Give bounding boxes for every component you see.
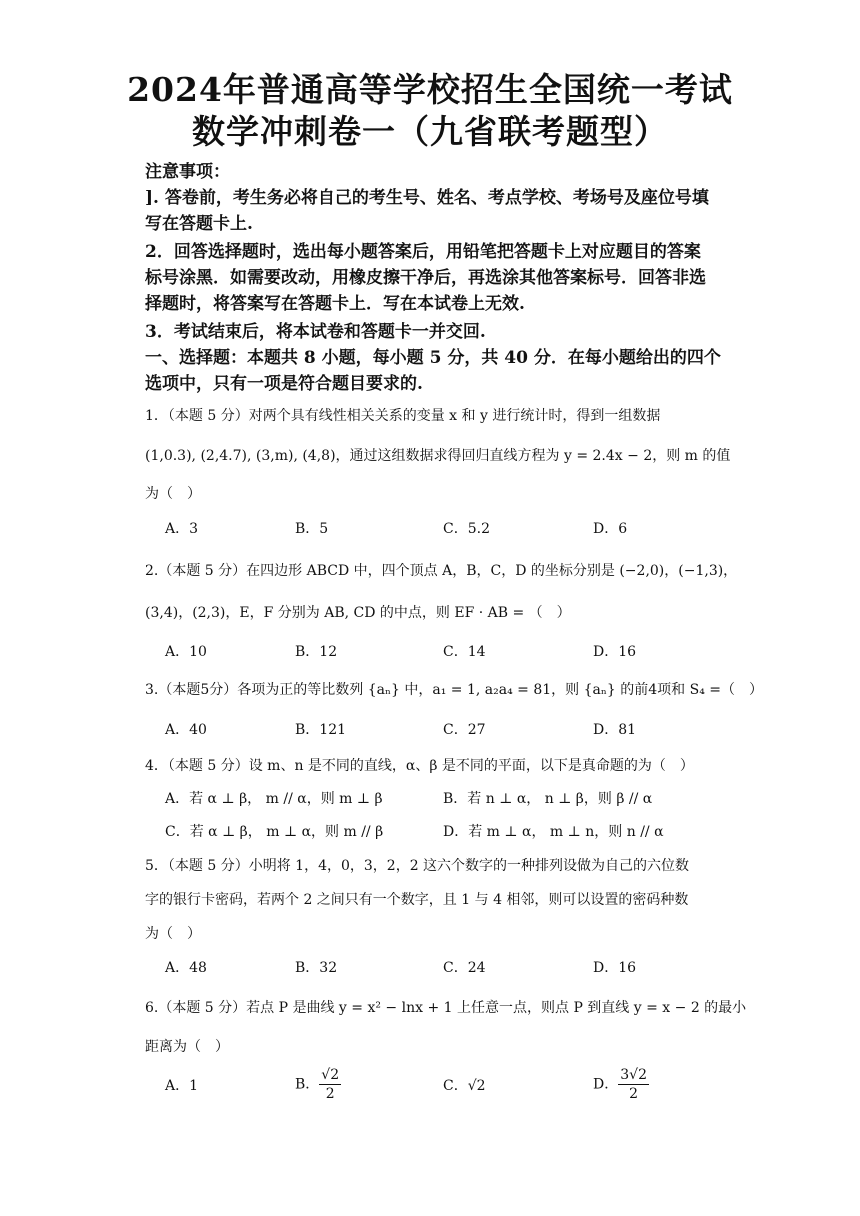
option-c[interactable]: C．24 (443, 960, 486, 976)
option-d[interactable]: D．16 (593, 644, 637, 660)
option-b[interactable]: B．12 (295, 644, 338, 660)
fraction-numerator: 3√2 (620, 1067, 647, 1083)
option-a[interactable]: A．10 (165, 644, 207, 660)
question-1-line-2: (1,0.3), (2,4.7), (3,m), (4,8)，通过这组数据求得回归直线方程为 y = 2.4x − 2，则 m 的值 (145, 448, 731, 464)
option-d-label: D． (593, 1076, 619, 1093)
fraction (319, 1066, 341, 1103)
notice-item-2: 2．回答选择题时，选出每小题答案后，用铅笔把答题卡上对应题目的答案 (145, 242, 701, 262)
option-d[interactable]: D．16 (593, 960, 637, 976)
question-6-line-2: 距离为（ ） (145, 1039, 229, 1055)
notice-item-1: ]. 答卷前，考生务必将自己的考生号、姓名、考点学校、考场号及座位号填 (145, 188, 709, 208)
option-d[interactable]: D．81 (593, 722, 637, 738)
option-b[interactable] (295, 1066, 341, 1103)
option-a[interactable]: A．若 α ⊥ β， m // α，则 m ⊥ β (165, 791, 383, 807)
option-a[interactable]: A．48 (165, 960, 207, 976)
exam-subtitle: 数学冲刺卷一（九省联考题型） (192, 112, 668, 151)
option-b[interactable]: B．32 (295, 960, 338, 976)
notice-item-2-cont: 标号涂黑．如需要改动，用橡皮擦干净后，再选涂其他答案标号．回答非选 (145, 268, 706, 288)
option-a[interactable]: A．3 (165, 521, 199, 537)
notice-item-2-cont2: 择题时，将答案写在答题卡上．写在本试卷上无效. (145, 294, 525, 314)
fraction (618, 1066, 649, 1103)
exam-title: 2024年普通高等学校招生全国统一考试 (127, 70, 733, 109)
option-c[interactable]: C．14 (443, 644, 486, 660)
notice-item-3: 3．考试结束后，将本试卷和答题卡一并交回. (145, 322, 486, 342)
option-d[interactable]: D．6 (593, 521, 628, 537)
section-heading: 一、选择题：本题共 8 小题，每小题 5 分，共 40 分．在每小题给出的四个 (145, 348, 721, 368)
option-b[interactable]: B．5 (295, 521, 329, 537)
option-d[interactable] (593, 1066, 649, 1103)
fraction-denominator: 2 (325, 1086, 335, 1102)
question-4-line-1: 4．（本题 5 分）设 m、n 是不同的直线，α、β 是不同的平面，以下是真命题的为（ ） (145, 758, 694, 774)
question-3-line-1: 3.（本题5分）各项为正的等比数列 {aₙ} 中，a₁ = 1, a₂a₄ = 81，则 {aₙ} 的前4项和 S₄ =（ ） (145, 682, 764, 698)
question-5-line-2: 字的银行卡密码，若两个 2 之间只有一个数字，且 1 与 4 相邻，则可以设置的密码种数 (145, 892, 689, 908)
option-a[interactable]: A．40 (165, 722, 207, 738)
question-2-line-1: 2.（本题 5 分）在四边形 ABCD 中，四个顶点 A，B，C，D 的坐标分别是 (−2,0)，(−1,3)， (145, 563, 738, 579)
fraction-denominator: 2 (629, 1086, 639, 1102)
option-a[interactable]: A．1 (165, 1078, 199, 1094)
question-5-line-1: 5．（本题 5 分）小明将 1，4，0，3，2，2 这六个数字的一种排列设做为自己的六位数 (145, 858, 690, 874)
option-c[interactable]: C．若 α ⊥ β， m ⊥ α，则 m // β (165, 824, 384, 840)
question-5-line-3: 为（ ） (145, 926, 201, 942)
question-1-line-3: 为（ ） (145, 486, 201, 502)
notice-heading: 注意事项： (145, 162, 230, 182)
option-c[interactable]: C．√2 (443, 1078, 486, 1094)
notice-item-1-cont: 写在答题卡上. (145, 214, 253, 234)
option-c[interactable]: C．27 (443, 722, 486, 738)
question-1-line-1: 1．（本题 5 分）对两个具有线性相关关系的变量 x 和 y 进行统计时，得到一组数据 (145, 408, 661, 424)
section-heading-cont: 选项中，只有一项是符合题目要求的. (145, 374, 423, 394)
option-b-label: B． (295, 1076, 320, 1093)
option-c[interactable]: C．5.2 (443, 521, 490, 537)
option-d[interactable]: D．若 m ⊥ α， m ⊥ n，则 n // α (443, 824, 664, 840)
question-6-line-1: 6.（本题 5 分）若点 P 是曲线 y = x² − lnx + 1 上任意一点，则点 P 到直线 y = x − 2 的最小 (145, 1000, 747, 1016)
fraction-numerator: √2 (321, 1067, 340, 1083)
option-b[interactable]: B．121 (295, 722, 347, 738)
option-b[interactable]: B．若 n ⊥ α， n ⊥ β，则 β // α (443, 791, 653, 807)
question-2-line-2: (3,4)，(2,3)，E，F 分别为 AB, CD 的中点，则 EF · AB = （ ） (145, 605, 571, 621)
